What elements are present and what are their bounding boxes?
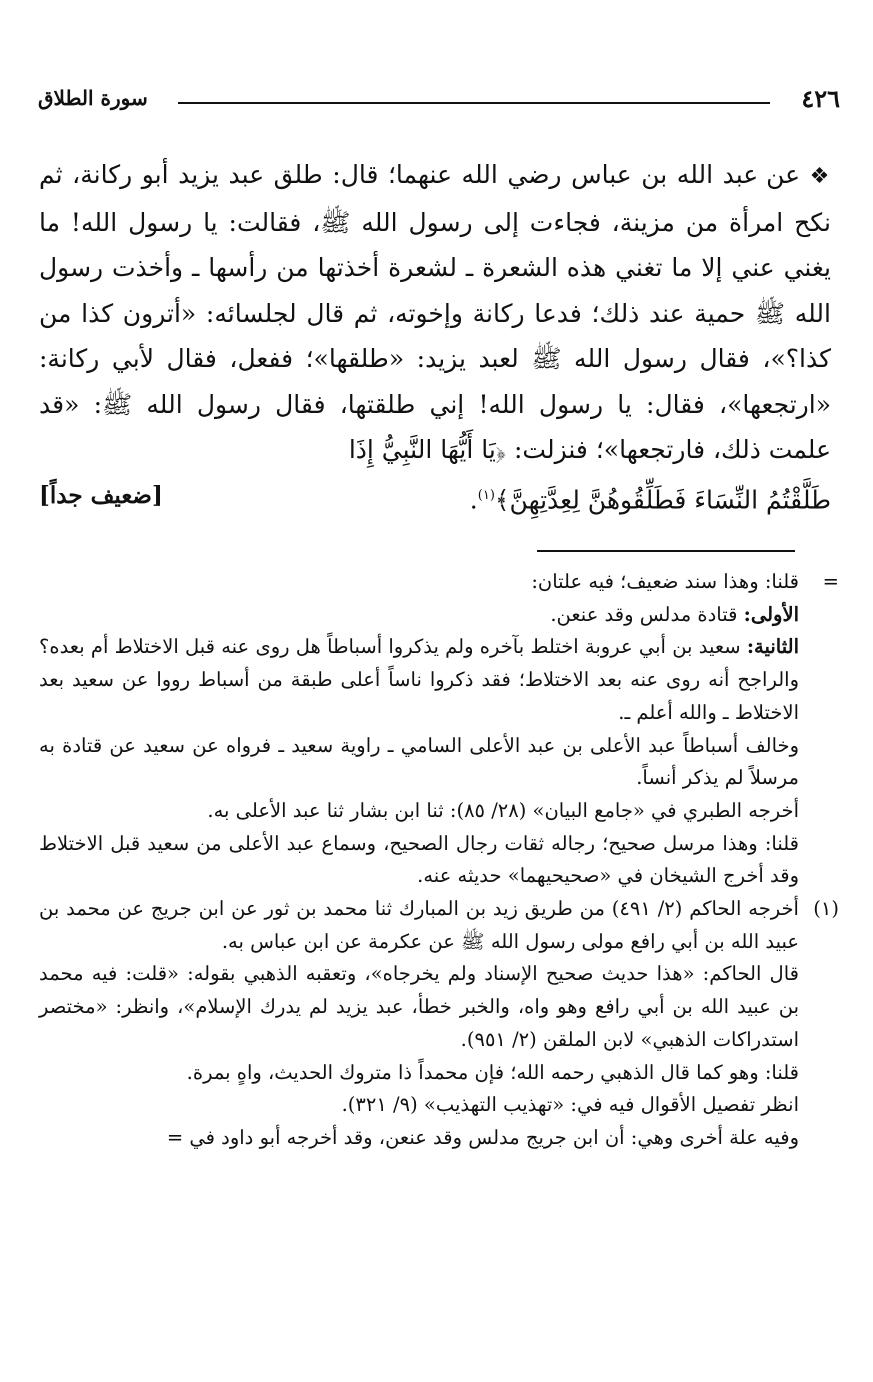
intro-text: قلنا: وهذا سند ضعيف؛ فيه علتان:: [531, 570, 799, 593]
footnote-tahdhib: انظر تفصيل الأقوال فيه في: «تهذيب التهذيب» (٩/ ٣٢١).: [341, 1093, 799, 1117]
footnote-khalaf: وخالف أسباطاً عبد الأعلى بن عبد الأعلى السامي ـ راوية سعيد ـ فرواه عن سعيد عن قتادة به مرسلاً لم يذكر أنساً.: [39, 733, 799, 790]
continuation-marker: =: [822, 570, 839, 593]
verse-end-text: طَلَّقْتُمُ النِّسَاءَ فَطَلِّقُوهُنَّ لِعِدَّتِهِنَّ﴾: [494, 484, 831, 514]
surah-name: سورة الطلاق: [38, 86, 148, 110]
footnote-1-text: أخرجه الحاكم (٢/ ٤٩١) من طريق زيد بن المبارك ثنا محمد بن ثور عن ابن جريج عن محمد بن عبيد الله بن أبي رافع مولى رسول الله ﷺ عن عكرمة عن ابن عباس به.: [39, 897, 799, 953]
page-header: [38, 82, 840, 122]
diamond-marker-icon: ❖: [809, 164, 831, 189]
footnote-1-marker: (١): [813, 897, 839, 921]
footnote-ref: (١): [477, 487, 495, 503]
footnote-intro: [39, 566, 839, 599]
footnote-mursal: قلنا: وهذا مرسل صحيح؛ رجاله ثقات رجال الصحيح، وسماع عبد الأعلى من سعيد قبل الاختلاط وقد أخرج الشيخان في «صحيحيهما» حديثه عنه.: [39, 831, 799, 888]
second-text: سعيد بن أبي عروبة اختلط بآخره ولم يذكروا أسباطاً هل روى عنه قبل الاختلاط أم بعده؟ والراجح أنه روى عنه بعد الاختلاط؛ فقد ذكروا ناساً أعلى طبقة من أسباط رووا عن سعيد بعد الاختلاط ـ والله أعلم ـ.: [39, 635, 799, 724]
page-number: ٤٢٦: [801, 84, 840, 113]
footnote-last: [39, 1122, 839, 1155]
hadith-last-line: [39, 473, 831, 518]
header-rule: [178, 102, 770, 104]
hadith-paragraph: [39, 152, 831, 473]
hadith-grade: [ضعيف جداً]: [39, 481, 163, 509]
footnote-divider: [537, 550, 795, 552]
footnotes: [39, 566, 839, 1155]
footnote-first-reason: [39, 599, 839, 632]
first-label: الأولى:: [743, 602, 799, 626]
end-continuation-marker: =: [166, 1125, 184, 1149]
footnote-second-reason: [39, 631, 839, 729]
footnote-hakim: قال الحاكم: «هذا حديث صحيح الإسناد ولم يخرجاه»، وتعقبه الذهبي بقوله: «قلت: فيه محمد بن عبيد الله بن أبي رافع وهو واه، والخبر خطأ، عبد يزيد لم يدرك الإسلام»، وانظر: «مختصر استدراكات الذهبي» لابن الملقن (٢/ ٩٥١).: [39, 962, 799, 1051]
footnote-dhahabi: قلنا: وهو كما قال الذهبي رحمه الله؛ فإن محمداً ذا متروك الحديث، واهٍ بمرة.: [186, 1060, 799, 1084]
second-label: الثانية:: [746, 635, 799, 659]
footnote-1: [39, 893, 839, 958]
first-text: قتادة مدلس وقد عنعن.: [550, 602, 738, 626]
hadith-body: عن عبد الله بن عباس رضي الله عنهما؛ قال: طلق عبد يزيد أبو ركانة، ثم نكح امرأة من مزينة، فجاءت إلى رسول الله ﷺ، فقالت: يا رسول الله! ما يغني عني إلا ما تغني هذه الشعرة ـ لشعرة أخذتها من رأسها ـ وأخذت رسول الله ﷺ حمية عند ذلك؛ فدعا ركانة وإخوته، ثم قال لجلسائه: «أترون كذا من كذا؟»، فقال رسول الله ﷺ لعبد يزيد: «طلقها»؛ ففعل، فقال لأبي ركانة: «ارتجعها»، فقال: يا رسول الله! إني طلقتها، فقال رسول الله ﷺ: «قد علمت ذلك، فارتجعها»؛ فنزلت: ﴿يَا أَيُّهَا النَّبِيُّ إِذَا: [39, 160, 831, 464]
verse-end: طَلَّقْتُمُ النِّسَاءَ فَطَلِّقُوهُنَّ لِعِدَّتِهِنَّ﴾$^{(١)}$.: [469, 484, 831, 514]
footnote-tabari: أخرجه الطبري في «جامع البيان» (٢٨/ ٨٥): ثنا ابن بشار ثنا عبد الأعلى به.: [207, 798, 799, 822]
hadith-text: [39, 152, 831, 518]
footnote-last-text: وفيه علة أخرى وهي: أن ابن جريج مدلس وقد عنعن، وقد أخرجه أبو داود في: [189, 1125, 799, 1149]
